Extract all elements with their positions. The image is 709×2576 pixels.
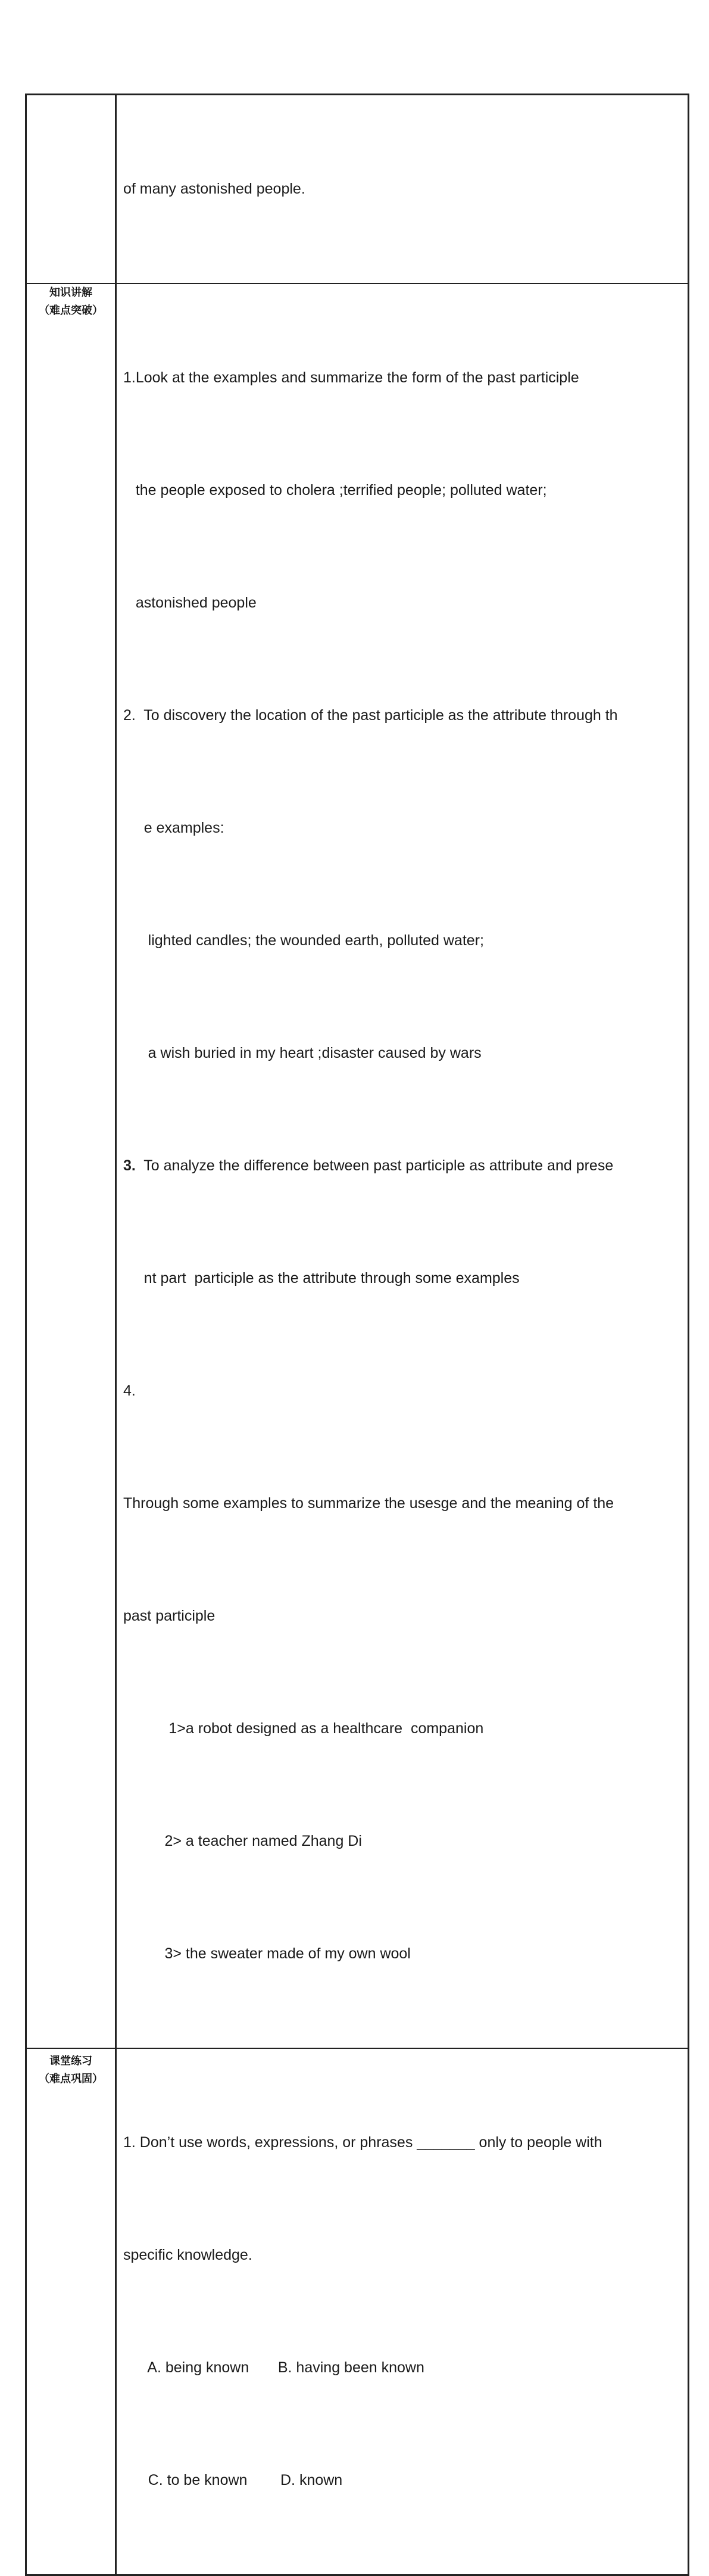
content-line: 1>a robot designed as a healthcare companion [123, 1720, 484, 1737]
row-content-cell [116, 95, 689, 284]
answer-options: A. being known B. having been known [123, 2359, 424, 2376]
table-row-continuation [26, 95, 689, 284]
content-text: To analyze the difference between past participle as attribute and prese [135, 1157, 614, 1174]
content-block [117, 95, 688, 283]
lesson-table [25, 94, 689, 2576]
bold-number: 3. [123, 1157, 136, 1174]
content-block [117, 284, 688, 2048]
row-label-line: （难点突破） [39, 304, 103, 317]
question-stem: 1. Don’t use words, expressions, or phrases _______ only to people with [123, 2134, 602, 2151]
row-label-line: （难点巩固） [39, 2073, 103, 2085]
row-label-cell [26, 284, 116, 2048]
row-label-line: 知识讲解 [49, 286, 92, 299]
content-block [117, 2049, 688, 2574]
row-label-cell [26, 2048, 116, 2575]
content-line: Through some examples to summarize the usesge and the meaning of the [123, 1495, 614, 1512]
content-line: lighted candles; the wounded earth, polluted water; [123, 932, 484, 949]
question-stem: specific knowledge. [123, 2247, 252, 2263]
content-line: 2. To discovery the location of the past participle as the attribute through th [123, 707, 618, 724]
row-content-cell [116, 284, 689, 2048]
content-line: of many astonished people. [123, 180, 305, 197]
content-line: past participle [123, 1608, 215, 1624]
content-line: astonished people [123, 594, 257, 611]
content-line: nt part participle as the attribute through some examples [123, 1270, 520, 1287]
answer-options: C. to be known D. known [123, 2472, 343, 2488]
table-row-knowledge [26, 284, 689, 2048]
content-line: e examples: [123, 820, 224, 836]
content-line: 4. [123, 1382, 136, 1399]
content-line: 1.Look at the examples and summarize the form of the past participle [123, 369, 579, 386]
row-label [39, 284, 103, 320]
row-label-cell-empty [26, 95, 116, 284]
row-label-line: 课堂练习 [49, 2055, 92, 2067]
row-content-cell [116, 2048, 689, 2575]
content-line: a wish buried in my heart ;disaster caused by wars [123, 1045, 482, 1061]
content-line [123, 1147, 688, 1185]
content-line: the people exposed to cholera ;terrified people; polluted water; [123, 482, 547, 499]
content-line: 3> the sweater made of my own wool [123, 1945, 411, 1962]
content-line: 2> a teacher named Zhang Di [123, 1833, 362, 1849]
table-row-practice [26, 2048, 689, 2575]
row-label [27, 2052, 115, 2088]
